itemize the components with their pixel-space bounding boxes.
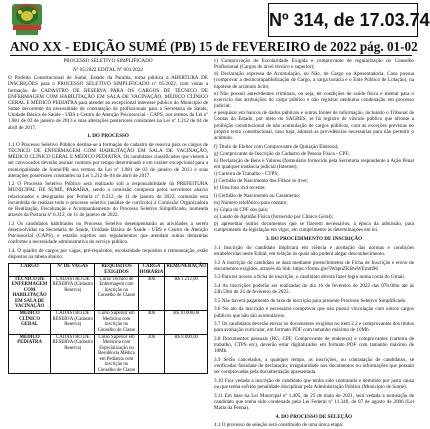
paragraph-1-4: 1.4. O quadro de cargos por vagas, pré-requisitos, escolaridade requisitos e remuneração, estão dispostos na tabela abaixo: [8, 247, 208, 261]
section-1-title: 1. DO PROCESSO [87, 133, 129, 140]
column-header-carga: CARGA HORÁRIA [139, 264, 164, 275]
municipal-coat-of-arms-icon [8, 2, 46, 38]
cell-vagas: CADASTRO DE RESERVA (Cadastro Reserva) [51, 334, 95, 374]
column-header-vagas: Nº DE VAGAS [51, 263, 95, 276]
paragraph-3-11: 3.11 Em base na Lei Municipal nº 1.405, de 25 de maio de 2021, será vedada a nomeação de candidato que tenha sido condenado pela Lei Federal nº 11.340, de 07 de agosto de 2006 (Lei Maria da Penha). [214, 392, 414, 412]
paragraph-3-4: 3.4 As inscrições poderão ser realizadas do dia 16 de fevereiro de 2022 das 07h:00m até às 23h:59m de 24 de fevereiro de 2022. [214, 283, 414, 296]
cell-requisitos: Curso Técnico de Enfermagem com inscrição no Conselho de Classe [95, 276, 138, 310]
right-column [214, 58, 414, 429]
paragraph-3-2: 3.2 A inscrição do candidato se dará mediante preenchimento de Ficha de Inscrição e envio de documentos exigidos, através do link: https://forms.gle/5WapnZKBwWEmm96 [214, 259, 414, 272]
cell-remuneracao: R$ 10.000,00 [165, 310, 208, 334]
paragraph-3-9: 3.9 Serão cancelados, a qualquer tempo, as inscrições, ou contratação de candidatos, se verificadas falsidade de declaração, irregularidade nos documentos ou informações que possam ser comprovadas pela documentação apresentada. [214, 357, 414, 376]
requirement-item-h: h) Declaração de Bens e Valores (formulário fornecido pela Secretaria respondente à Ação Penal em qualquer instância judicial (Internet); [214, 157, 414, 170]
paragraph-3-6: 3.6 No ato da inscrição é necessário comprovar que não possui vinculação com outros cargos públicos que não são acumuláveis. [214, 306, 414, 319]
paragraph-3-3: 3.3 Para ter acesso a ficha de inscrição, o candidato deverá fazer login numa conta do Gmail. [214, 274, 406, 281]
masthead [0, 0, 430, 40]
edital-intro: O Prefeito Constitucional de Sumé, Estado da Paraíba, torna pública a ABERTURA DE INSCRIÇÕES para o PROCESSO SELETIVO SIMPLIFICADO nº 05/2022, com vistas a formação de CADASTRO DE RESERVA PARA OS CARGOS DE TÉCNICO DE ENFERMAGEM COM HABILITAÇÃO EM SALA DE VACINAÇÃO, MÉDICO CLÍNICO GERAL E MÉDICO PEDIATRA para atender ao excepcional interesse público do Município de Sumé decorrente da necessidade de contratação de profissionais para a Secretaria de Saúde, Unidade Básica de Saúde - UBS e Centro de Atenção Psicossocial - CAPS, nos termos da Lei nº 1.081 de 03 de janeiro de 2013 e suas alterações posteriores constantes na Lei nº 1.212 de 04 de abril de 2017. [8, 75, 208, 131]
cell-cargo: MÉDICO PEDIATRA [9, 334, 51, 374]
cell-carga: 20h [138, 334, 165, 374]
cell-carga: 40h [138, 276, 165, 310]
cell-remuneracao: R$ 8.000,00 [165, 334, 208, 374]
requirement-item-p: p) apresentar outros documentos que se fizerem necessários, à época da admissão, para cumprimento da legislação em vigor, em cumprimento às determinações em lei. [214, 221, 414, 234]
section-4-title: 4. DO PROCESSO DE SELEÇÃO [275, 413, 353, 420]
cell-cargo: TÉCNICO DE ENFERMAGEM COM HABILITAÇÃO EM SALA DE VACINAÇÃO [9, 276, 51, 310]
cell-carga: 40h [138, 310, 165, 334]
edital-heading-2: Nº 05/2022 EDITAL Nº 001/2022 [73, 66, 143, 73]
column-header-remuneracao: REMUNERAÇÃO [165, 263, 208, 276]
cell-requisitos: Curso Superior em Medicina com Especialização ou Residência Médica em Pediatria com inscrição no Conselho de Classe [95, 334, 138, 374]
publication-number: Nº 314, de 17.03.74 [268, 3, 418, 37]
requirement-item-f: f) Título de Eleitor com Comprovante de Quitação Eleitoral; [214, 143, 339, 150]
cell-cargo: MÉDICO CLÍNICO GERAL [9, 310, 51, 334]
paragraph-3-7: 3.7 Os candidatos deverão enviar os documentos exigidos no item 2.2 e comprovantes dos títulos para avaliação curricular, em formato PDF com tamanho máximo de 10Mb. [214, 321, 414, 334]
cell-vagas: CADASTRO DE RESERVA (Cadastro Reserva) [51, 276, 95, 310]
table-row [9, 334, 208, 374]
edital-heading-1: PROCESSO SELETIVO SIMPLIFICADO [63, 58, 153, 64]
requirement-item-m: m) Número telefônico para contato; [214, 199, 288, 206]
requirement-item-e-continued: e pesquisar em bancos de dados públicos e outras fontes de informação, incluindo o Tribunal de Contas do Estado, por meio do SAGRES, se há registro de vínculo público que afronte a proibição constitucional de não acumulação de cargos públicos, com as exceções previstas no próprio texto constitucional, caso haja, adotará as providências necessárias para não permitir o acúmulo. [214, 110, 414, 141]
vacancies-table [8, 263, 208, 375]
paragraph-1-3: 1.3 Os candidatos habilitados no Processo Seletivo desempenharão as atividades a serem desenvolvidas na Secretaria de Saúde, Unidade Básica de Saúde - UBS e Centro de Atenção Psicossocial (CAPS), e estarão sujeitos aos regulamentos que atendam outras demandas conforme a necessidade administrativa do serviço público. [8, 220, 208, 246]
requirement-item-i: i) Carteira de Trabalho - CTPS; [214, 171, 279, 178]
table-row [9, 276, 208, 310]
cell-vagas: CADASTRO DE RESERVA (Cadastro Reserva) [51, 310, 95, 334]
issue-line: ANO XX - EDIÇÃO SUMÉ (PB) 15 de FEVEREIRO de 2022 pág. 01-02 [10, 39, 418, 54]
paragraph-3-1: 3.1 Inscrição do candidato implicará em ciência e aceitação das normas e condições estabelecidas neste Edital, em relação às quais não poderá alegar desconhecimento. [214, 244, 414, 257]
requirement-item-k: k) Uma foto 3x4 recente; [214, 185, 266, 192]
requirement-item-d: d) Declaração expressa de Acumulação, ou Não, de Cargo ou Aposentadoria. Caso possua (comprovar a desincompatibilização de Cargo, a carga horária e o Ente Público de Lotação), na hipótese de acúmulo lícito; [214, 71, 414, 90]
paragraph-4-1: 4.1 O processo de seleção será constituído de uma única etapa: [214, 422, 344, 429]
requirement-item-c: c) Comprovação de Escolaridade Exigida e comprovante de regularização no Conselho Profissional (Cargos de nível técnico e superior); [214, 58, 414, 71]
requirement-item-e: e) Não possuir antecedentes criminais, ou seja, ter condições de saúde física e mental para o exercício das atribuições do cargo público e não registrar nenhuma condenação em processo judicial; [214, 90, 414, 110]
requirement-item-n: n) Cópia do CPF dos pais; [214, 206, 269, 213]
requirement-item-j: j) Certidão de Nascimento dos Filhos se tiver; [214, 178, 309, 185]
requirement-item-o: o) Laudo de Aptidão Física (fornecido por Clínico Geral); [214, 214, 334, 221]
paragraph-3-5: 3.5 Não haverá pagamento de taxa de inscrição para presente Processo Seletivo Simplificado. [214, 297, 407, 304]
column-header-cargo: CARGO [9, 263, 51, 276]
cell-requisitos: Curso Superior em Medicina com inscrição no Conselho de Classe [95, 310, 138, 334]
left-column [8, 58, 208, 420]
section-3-title: 3. DO PROCEDIMENTO DE INSCRIÇÃO [265, 236, 363, 243]
column-header-requisitos: REQUISITOS EXIGIDOS [95, 263, 138, 276]
table-header-row [9, 263, 208, 276]
requirement-item-l: l) Certidão de Nascimento ou Casamento; [214, 192, 301, 199]
table-row [9, 310, 208, 334]
paragraph-1-1: 1.1 O Processo Seletivo Público destina-se à formação de cadastro de reserva para os cargos de TÉCNICO DE ENFERMAGEM COM HABILITAÇÃO EM SALA DE VACINAÇÃO, MÉDICO CLÍNICO GERAL E MÉDICO PEDIATRA. Os candidatos classificados que vierem a ser convocados deverão assinar contrato por tempo determinado e em caráter excepcional para a municipalidade de Sumé/PB nos termos da Lei nº 1.081 de 03 de janeiro de 2013 e suas alterações posteriores constantes na Lei 1.212 de 04 de abril de 2017. [8, 141, 208, 179]
paragraph-3-10: 3.10 Fica vedada a inscrição de candidato que tenha sido contratado e demitido por justa causa ou que tenha sofrido penalidade disciplinar pela Administração Pública (Município de Sumé). [214, 378, 414, 391]
paragraph-1-2: 1.2 O Processo Seletivo Público será realizado sob a responsabilidade da PREFEITURA MUNICIPAL DE SUMÉ, PARAÍBA, sendo a comissão composta pelos servidores abaixo relacionados e designados por Portaria nº 6.312, de 11 de janeiro de 2022, comissão esta incumbida de realizar todo o processo seletivo (análise de currículo) à Comissão Organizadora de Realização, Fiscalização e Acompanhamento do Processo Seletivo Simplificado, nomeada através da Portaria nº 6.312, de 11 de janeiro de 2022. [8, 181, 208, 219]
paragraph-3-8: 3.8 Documentos pessoais (RG, CPF, Comprovante de endereço) e comprovantes (carteira de trabalho, CTPS etc), deverão estar digitalizados em formato PDF com tamanho máximo de 10Mb. [214, 336, 414, 355]
requirement-item-g: g) Comprovante de Inscrição do Cadastro de Pessoa Física - CPF; [214, 150, 350, 157]
cell-remuneracao: R$ 1.212,00 [165, 276, 208, 310]
